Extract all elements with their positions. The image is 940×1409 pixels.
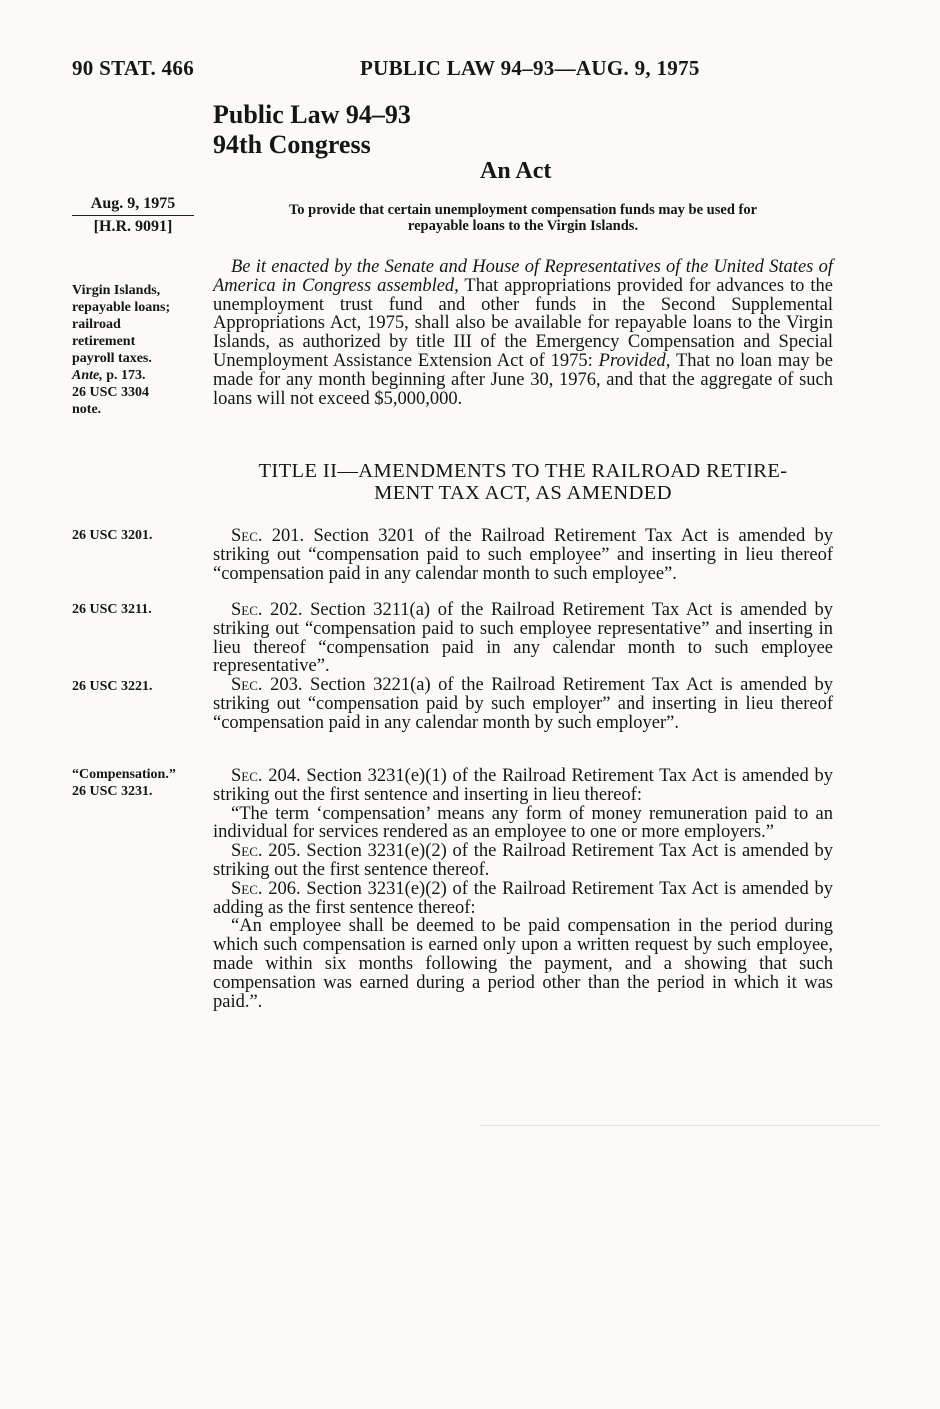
margin-note-line: repayable loans;: [72, 300, 171, 315]
section-label: Sec.: [231, 675, 263, 695]
margin-note-line: “Compensation.”: [72, 767, 176, 782]
section-label: Sec.: [231, 766, 263, 786]
section-206-quote: “An employee shall be deemed to be paid compensation in the period during which such compensation is earned only upon a written request by such employee, made within six months following the payment, and a showing that such compensation was earned during a period other than the period in which it was paid.”.: [213, 916, 833, 1012]
title-heading: [213, 460, 833, 504]
margin-note-sec204: [72, 766, 197, 800]
margin-note-line: payroll taxes.: [72, 351, 152, 366]
congress: 94th Congress: [213, 130, 371, 159]
margin-note-line: 26 USC 3304: [72, 385, 150, 400]
section-text: 203. Section 3221(a) of the Railroad Retirement Tax Act is amended by striking out “compensation paid by such employer” and inserting in lieu thereof “compensation paid in any calendar month by such employer”.: [213, 675, 833, 733]
margin-note-line: note.: [72, 402, 102, 417]
act-purpose: [213, 202, 833, 234]
purpose-line: repayable loans to the Virgin Islands.: [407, 218, 639, 234]
section-204: [213, 767, 833, 805]
bill-number: [H.R. 9091]: [93, 218, 173, 235]
ante-reference: Ante,: [72, 368, 103, 383]
margin-note-line: 26 USC 3231.: [72, 784, 153, 799]
margin-note-sec201: 26 USC 3201.: [72, 528, 153, 543]
bleed-through-area: [480, 1125, 880, 1256]
section-206: [213, 880, 833, 918]
section-text: 202. Section 3211(a) of the Railroad Retirement Tax Act is amended by striking out “compensation paid to such employee representative” and inserting in lieu thereof “compensation paid in any calendar month to such employee representative”.: [213, 600, 833, 677]
section-202: [213, 601, 833, 676]
section-text: 204. Section 3231(e)(1) of the Railroad Retirement Tax Act is amended by striking out the first sentence and inserting in lieu thereof:: [213, 766, 833, 805]
margin-note-sec203: 26 USC 3221.: [72, 679, 153, 694]
section-203: [213, 676, 833, 732]
title-heading-line: TITLE II—AMENDMENTS TO THE RAILROAD RETIRE-: [258, 460, 788, 482]
law-number: Public Law 94–93: [213, 100, 411, 129]
stat-reference: 90 STAT. 466: [72, 56, 195, 80]
section-label: Sec.: [231, 600, 263, 620]
section-205: [213, 842, 833, 880]
enacting-paragraph: [213, 258, 833, 408]
proviso-label: Provided,: [598, 350, 671, 371]
ante-page: p. 173.: [102, 368, 146, 383]
enactment-date-block: [72, 194, 194, 238]
section-text: 206. Section 3231(e)(2) of the Railroad Retirement Tax Act is amended by adding as the first sentence thereof:: [213, 878, 833, 918]
enacting-text: That appropriations provided for advances to the unemployment trust fund and other funds in the Second Supplemental Appropriations Act, 1975, shall also be available for repayable loans to the Virgin Islands, as authorized by title III of the Emergency Compensation and Special Unemployment Assistance Extension Act of 1975:: [213, 275, 833, 371]
margin-note-line: [72, 367, 197, 384]
enactment-date: Aug. 9, 1975: [72, 194, 194, 216]
section-201: [213, 527, 833, 583]
section-label: Sec.: [231, 841, 263, 862]
section-label: Sec.: [231, 878, 263, 899]
section-text: 201. Section 3201 of the Railroad Retirement Tax Act is amended by striking out “compensation paid to such employee” and inserting in lieu thereof “compensation paid in any calendar month to such employee”.: [213, 526, 833, 584]
running-title: PUBLIC LAW 94–93—AUG. 9, 1975: [360, 56, 700, 80]
law-title-block: [213, 100, 411, 160]
margin-note-line: Virgin Islands,: [72, 283, 161, 298]
margin-note-sec202: 26 USC 3211.: [72, 602, 152, 617]
section-204-quote: “The term ‘compensation’ means any form of money remuneration paid to an individual for services rendered as an employee to one or more employers.”: [213, 803, 833, 843]
title-heading-line: MENT TAX ACT, AS AMENDED: [374, 482, 672, 504]
section-label: Sec.: [231, 526, 263, 546]
margin-note-line: railroad: [72, 317, 121, 332]
enacting-text: That no loan may be made for any month beginning after June 30, 1976, and that the aggregate of such loans will not exceed $5,000,000.: [213, 350, 833, 409]
sections-204-206: [213, 767, 833, 1011]
purpose-line: To provide that certain unemployment compensation funds may be used for: [288, 202, 758, 218]
act-heading: An Act: [480, 158, 552, 184]
margin-note-subject: [72, 282, 197, 418]
enacting-clause: Be it enacted by the Senate and House of Representatives of the United States of America in Congress assembled,: [213, 257, 833, 296]
margin-note-line: retirement: [72, 334, 136, 349]
page-header: [72, 56, 872, 86]
section-text: 205. Section 3231(e)(2) of the Railroad Retirement Tax Act is amended by striking out the first sentence thereof.: [213, 841, 833, 880]
